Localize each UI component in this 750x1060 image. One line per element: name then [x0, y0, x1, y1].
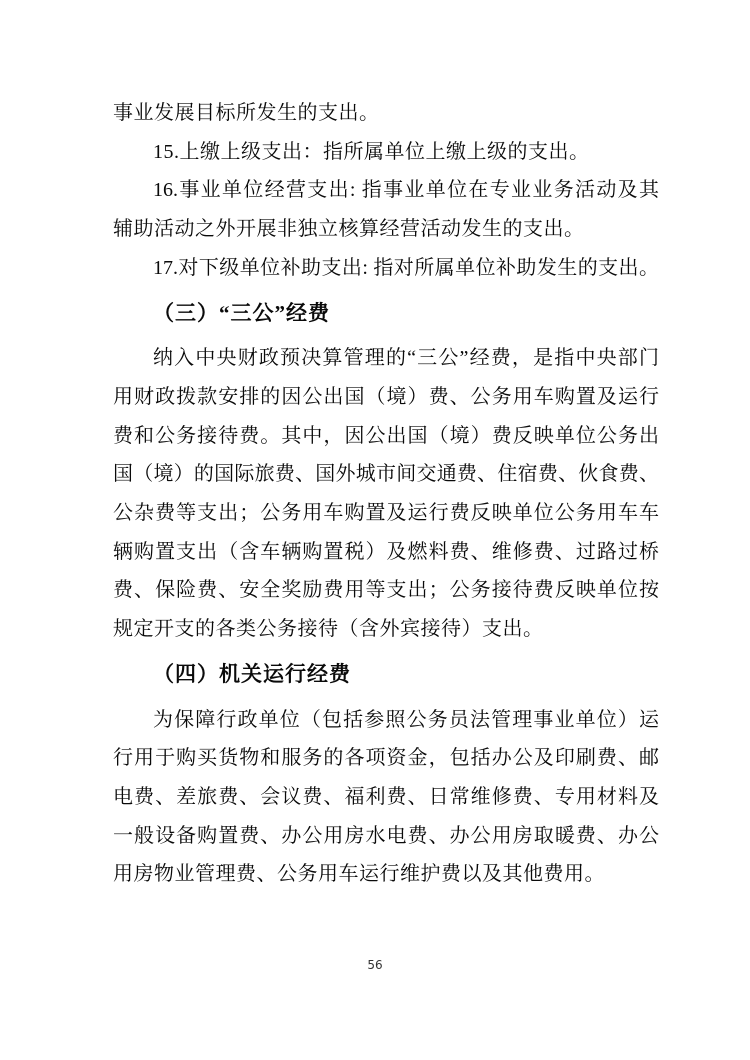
text-line: 17.对下级单位补助支出: 指对所属单位补助发生的支出。 — [153, 256, 659, 279]
text-line: 辆购置支出（含车辆购置税）及燃料费、维修费、过路过桥 — [113, 540, 659, 563]
text-line: 16.事业单位经营支出: 指事业单位在专业业务活动及其 — [153, 179, 659, 202]
text-line: 行用于购买货物和服务的各项资金，包括办公及印刷费、邮 — [113, 747, 659, 770]
section-heading: （四）机关运行经费 — [153, 661, 351, 686]
text-line: 费、保险费、安全奖励费用等支出；公务接待费反映单位按 — [113, 579, 659, 602]
text-line: 规定开支的各类公务接待（含外宾接待）支出。 — [113, 618, 544, 641]
text-line: 为保障行政单位（包括参照公务员法管理事业单位）运 — [153, 708, 659, 731]
text-line: 国（境）的国际旅费、国外城市间交通费、住宿费、伙食费、 — [113, 463, 659, 486]
section-heading: （三）“三公”经费 — [153, 300, 330, 325]
document-content — [113, 94, 659, 894]
text-line: 15.上缴上级支出：指所属单位上缴上级的支出。 — [153, 140, 590, 163]
text-line: 纳入中央财政预决算管理的“三公”经费，是指中央部门 — [153, 347, 659, 370]
text-line: 一般设备购置费、办公用房水电费、办公用房取暖费、办公 — [113, 824, 659, 847]
text-line: 辅助活动之外开展非独立核算经营活动发生的支出。 — [113, 218, 585, 241]
text-line: 事业发展目标所发生的支出。 — [113, 102, 380, 124]
text-line: 费和公务接待费。其中，因公出国（境）费反映单位公务出 — [113, 424, 659, 447]
text-line: 电费、差旅费、会议费、福利费、日常维修费、专用材料及 — [113, 785, 659, 808]
text-line: 用财政拨款安排的因公出国（境）费、公务用车购置及运行 — [113, 385, 659, 408]
text-line: 公杂费等支出；公务用车购置及运行费反映单位公务用车车 — [113, 502, 659, 525]
text-line: 用房物业管理费、公务用车运行维护费以及其他费用。 — [113, 863, 605, 886]
page-number: 56 — [367, 958, 383, 972]
